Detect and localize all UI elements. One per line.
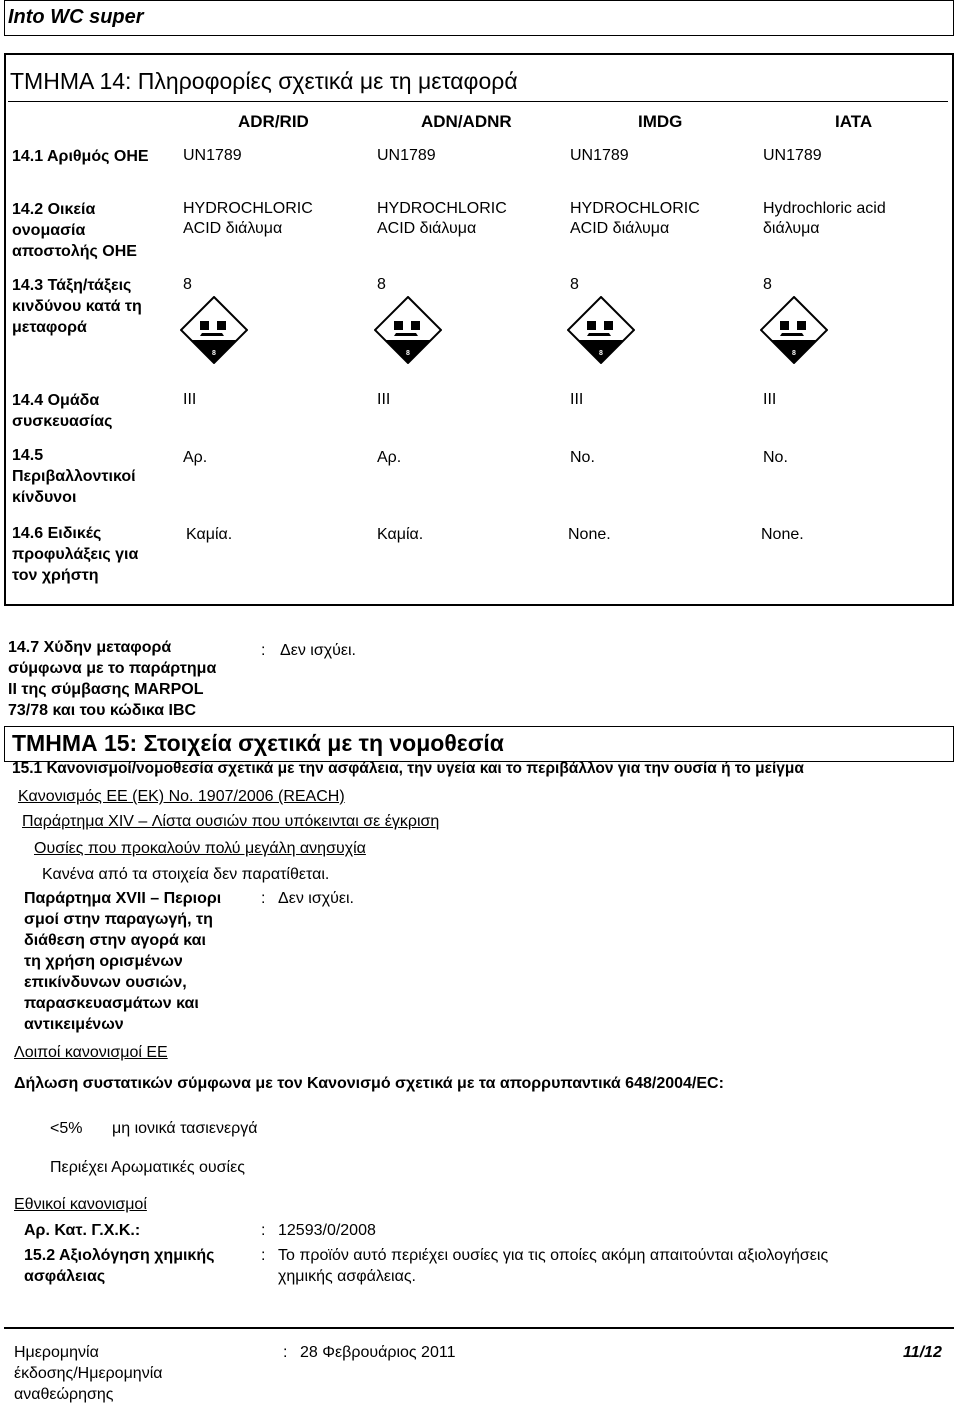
contains-fragrances-text: Περιέχει Αρωματικές ουσίες bbox=[50, 1159, 245, 1176]
gcsl-number-colon: : bbox=[261, 1222, 266, 1239]
other-eu-regulations-heading: Λοιποί κανονισμοί ΕΕ bbox=[14, 1044, 168, 1061]
special-precautions-imdg: None. bbox=[568, 526, 611, 543]
shipping-name-adr: HYDROCHLORIC ACID διάλυμα bbox=[183, 200, 313, 237]
row-label-un-number: 14.1 Αριθμός ΟΗΕ bbox=[12, 148, 149, 165]
header-bar bbox=[4, 0, 954, 36]
national-regulations-heading: Εθνικοί κανονισμοί bbox=[14, 1196, 147, 1213]
page-number: 11/12 bbox=[903, 1344, 942, 1361]
row-label-special-precautions: 14.6 Ειδικές προφυλάξεις για τον χρήστη bbox=[12, 525, 139, 584]
packing-group-imdg: III bbox=[570, 391, 584, 408]
bulk-transport-label: 14.7 Χύδην μεταφορά σύμφωνα με το παράρτημα II της σύμβασης MARPOL 73/78 και του κώδικα IBC bbox=[8, 639, 217, 719]
row-label-packing-group: 14.4 Ομάδα συσκευασίας bbox=[12, 392, 113, 430]
special-precautions-adn: Καμία. bbox=[377, 526, 424, 543]
hazard-class-iata: 8 bbox=[763, 276, 772, 293]
gcsl-number-label: Αρ. Κατ. Γ.Χ.Κ.: bbox=[24, 1222, 141, 1239]
svhc-heading: Ουσίες που προκαλούν πολύ μεγάλη ανησυχία bbox=[34, 840, 366, 857]
env-hazards-imdg: No. bbox=[570, 449, 595, 466]
chemical-safety-assessment-label: 15.2 Αξιολόγηση χημικής ασφάλειας bbox=[24, 1247, 215, 1285]
footer-date-colon: : bbox=[283, 1344, 288, 1361]
corrosive-class-8-icon bbox=[374, 296, 442, 364]
shipping-name-imdg: HYDROCHLORIC ACID διάλυμα bbox=[570, 200, 700, 237]
reach-regulation-heading: Κανονισμός ΕΕ (ΕΚ) Νο. 1907/2006 (REACH) bbox=[18, 788, 345, 805]
env-hazards-iata: No. bbox=[763, 449, 788, 466]
detergent-declaration-heading: Δήλωση συστατικών σύμφωνα με τον Κανονισμό σχετικά με τα απορρυπαντικά 648/2004/EC: bbox=[14, 1075, 724, 1092]
packing-group-adr: III bbox=[183, 391, 197, 408]
ingredient-name: μη ιονικά τασιενεργά bbox=[112, 1120, 258, 1137]
column-header-iata: IATA bbox=[835, 112, 873, 131]
svg-text:8: 8 bbox=[212, 350, 216, 357]
annex-xvii-colon: : bbox=[261, 890, 266, 907]
hazard-class-adn: 8 bbox=[377, 276, 386, 293]
column-header-adn: ADN/ADNR bbox=[421, 112, 512, 131]
svhc-none-text: Κανένα από τα στοιχεία δεν παρατίθεται. bbox=[42, 866, 330, 883]
row-label-hazard-class: 14.3 Τάξη/τάξεις κινδύνου κατά τη μεταφορά bbox=[12, 277, 142, 336]
svg-text:8: 8 bbox=[792, 350, 796, 357]
corrosive-class-8-icon bbox=[567, 296, 635, 364]
annex-xvii-value: Δεν ισχύει. bbox=[278, 890, 354, 907]
row-label-shipping-name: 14.2 Οικεία ονομασία αποστολής ΟΗΕ bbox=[12, 201, 137, 260]
annex-xvii-label: Παράρτημα XVII – Περιορι σμοί στην παραγωγή, τη διάθεση στην αγορά και τη χρήση ορισμένων επικίνδυνων ουσιών, παρασκευασμάτων και αντικειμένων bbox=[24, 890, 222, 1033]
section-14-divider bbox=[8, 101, 948, 102]
section-15-1-heading: 15.1 Κανονισμοί/νομοθεσία σχετικά με την ασφάλεια, την υγεία και το περιβάλλον για την ουσία ή το μείγμα bbox=[12, 760, 804, 777]
row-label-env-hazards: 14.5 Περιβαλλοντικοί κίνδυνοι bbox=[12, 447, 136, 506]
footer-date-label: Ημερομηνία έκδοσης/Ημερομηνία αναθεώρησης bbox=[14, 1344, 163, 1403]
annex-xiv-heading: Παράρτημα XIV – Λίστα ουσιών που υπόκεινται σε έγκριση bbox=[22, 813, 440, 830]
footer-date-value: 28 Φεβρουάριος 2011 bbox=[300, 1344, 456, 1361]
corrosive-class-8-icon bbox=[180, 296, 248, 364]
shipping-name-iata: Hydrochloric acid διάλυμα bbox=[763, 200, 886, 237]
un-number-adr: UN1789 bbox=[183, 147, 242, 164]
chemical-safety-assessment-colon: : bbox=[261, 1247, 266, 1264]
column-header-imdg: IMDG bbox=[638, 112, 683, 131]
un-number-adn: UN1789 bbox=[377, 147, 436, 164]
shipping-name-adn: HYDROCHLORIC ACID διάλυμα bbox=[377, 200, 507, 237]
packing-group-adn: III bbox=[377, 391, 391, 408]
special-precautions-adr: Καμία. bbox=[186, 526, 233, 543]
packing-group-iata: III bbox=[763, 391, 777, 408]
hazard-class-adr: 8 bbox=[183, 276, 192, 293]
un-number-iata: UN1789 bbox=[763, 147, 822, 164]
section-14-title: ΤΜΗΜΑ 14: Πληροφορίες σχετικά με τη μεταφορά bbox=[10, 68, 518, 94]
ingredient-amount: <5% bbox=[50, 1120, 83, 1137]
footer-divider bbox=[4, 1327, 954, 1329]
svg-text:8: 8 bbox=[599, 350, 603, 357]
column-header-adr: ADR/RID bbox=[238, 112, 309, 131]
product-title: Into WC super bbox=[8, 6, 144, 28]
env-hazards-adr: Αρ. bbox=[183, 449, 208, 466]
section-15-title: ΤΜΗΜΑ 15: Στοιχεία σχετικά με τη νομοθεσία bbox=[12, 730, 504, 756]
svg-text:8: 8 bbox=[406, 350, 410, 357]
gcsl-number-value: 12593/0/2008 bbox=[278, 1222, 376, 1239]
hazard-class-imdg: 8 bbox=[570, 276, 579, 293]
chemical-safety-assessment-value: Το προϊόν αυτό περιέχει ουσίες για τις οποίες ακόμη απαιτούνται αξιολογήσεις χημικής ασφάλειας. bbox=[278, 1247, 829, 1285]
env-hazards-adn: Αρ. bbox=[377, 449, 402, 466]
bulk-transport-colon: : bbox=[261, 642, 266, 659]
corrosive-class-8-icon bbox=[760, 296, 828, 364]
bulk-transport-value: Δεν ισχύει. bbox=[280, 642, 356, 659]
special-precautions-iata: None. bbox=[761, 526, 804, 543]
un-number-imdg: UN1789 bbox=[570, 147, 629, 164]
